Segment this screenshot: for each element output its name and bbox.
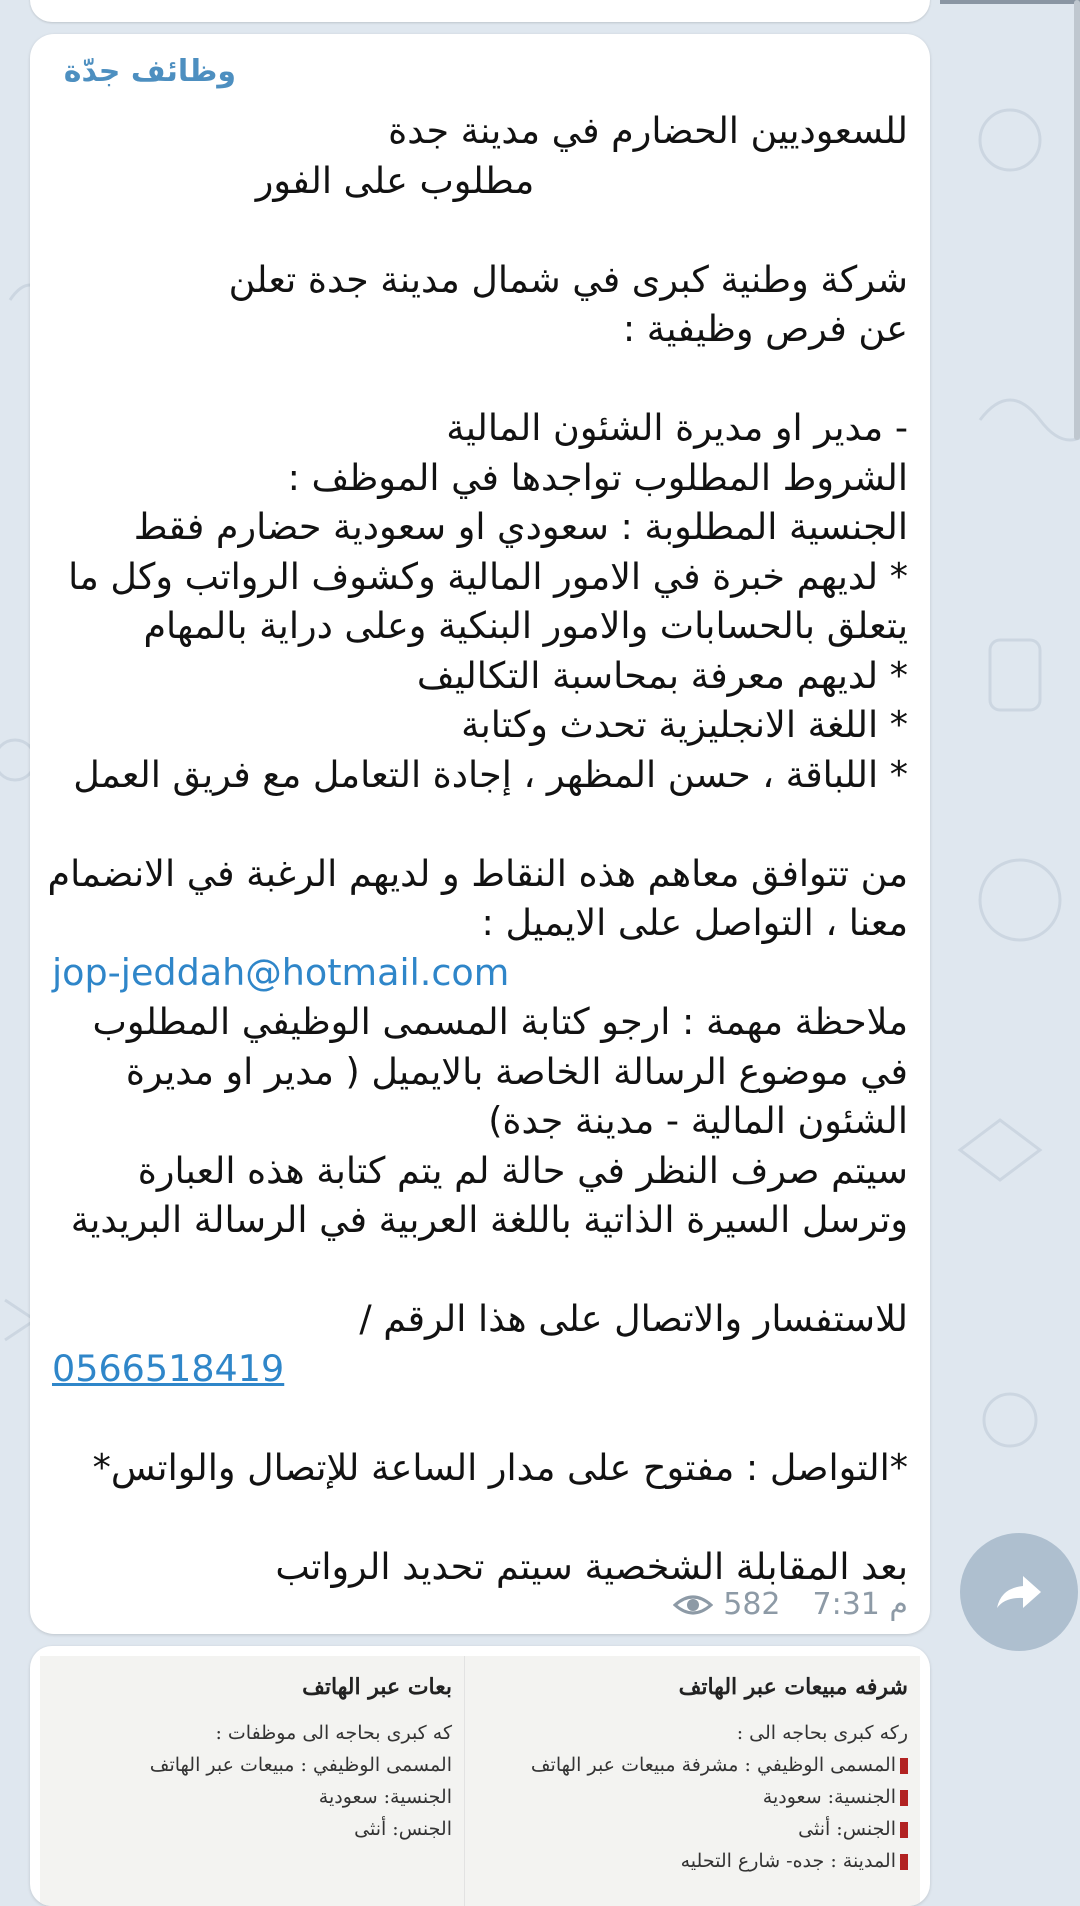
phone-link[interactable]: 0566518419 — [52, 1346, 285, 1390]
message-line: بعد المقابلة الشخصية سيتم تحديد الرواتب — [275, 1544, 908, 1588]
message-meta — [673, 1587, 908, 1622]
ad-line-text: كه كبرى بحاجه الى موظفات : — [215, 1722, 452, 1744]
message-line: ملاحظة مهمة : ارجو كتابة المسمى الوظيفي المطلوب — [92, 1000, 908, 1043]
message-line: - مدير او مديرة الشئون المالية — [446, 406, 908, 449]
bullet-icon — [900, 1854, 908, 1870]
ad-line — [476, 1722, 908, 1744]
message-line: سيتم صرف النظر في حالة لم يتم كتابة هذه العبارة — [137, 1148, 908, 1192]
ad-line-text: ركه كبرى بحاجه الى : — [736, 1722, 908, 1744]
job-ad-image-right[interactable] — [464, 1656, 920, 1906]
ad-line — [476, 1754, 908, 1776]
ad-line — [476, 1818, 908, 1840]
bullet-icon — [900, 1790, 908, 1806]
message-line: معنا ، التواصل على الايميل : — [481, 901, 908, 944]
ad-line-text: الجنسية: سعودية — [762, 1786, 896, 1808]
eye-icon — [673, 1593, 713, 1617]
ad-line-text: الجنس: أنثى — [354, 1818, 452, 1840]
scrollbar[interactable] — [1074, 0, 1080, 440]
message-line — [52, 1245, 908, 1295]
message-line: * اللباقة ، حسن المظهر ، إجادة التعامل مع فريق العمل — [73, 752, 908, 796]
ad-line — [52, 1818, 452, 1840]
ad-line-text: الجنسية: سعودية — [318, 1786, 452, 1808]
email-link[interactable]: jop-jeddah@hotmail.com — [52, 950, 510, 994]
message-line: مطلوب على الفور — [255, 158, 535, 202]
message-line: الشئون المالية - مدينة جدة) — [488, 1099, 908, 1142]
message-line — [52, 1492, 908, 1542]
share-arrow-icon — [995, 1572, 1043, 1612]
bullet-icon — [900, 1758, 908, 1774]
message-line: * لديهم خبرة في الامور المالية وكشوف الرواتب وكل ما — [68, 554, 908, 598]
message-line: *التواصل : مفتوح على مدار الساعة للإتصال والواتس* — [92, 1445, 908, 1489]
channel-name[interactable]: وظائف جدّة — [63, 54, 236, 89]
message-line — [52, 1393, 908, 1443]
message-line — [52, 354, 908, 404]
next-message-bubble[interactable] — [30, 1646, 930, 1906]
message-line: للاستفسار والاتصال على هذا الرقم / — [359, 1297, 908, 1340]
message-line: الشروط المطلوب تواجدها في الموظف : — [287, 455, 908, 499]
ad-line — [52, 1786, 452, 1808]
message-line: وترسل السيرة الذاتية باللغة العربية في الرسالة البريدية — [70, 1198, 908, 1241]
message-line: للسعوديين الحضارم في مدينة جدة — [388, 109, 908, 152]
ad-line-text: المسمى الوظيفي : مبيعات عبر الهاتف — [149, 1754, 452, 1776]
message-line — [52, 799, 908, 849]
ad-line-text: الجنس: أنثى — [798, 1818, 896, 1840]
message-line: شركة وطنية كبرى في شمال مدينة جدة تعلن — [228, 257, 908, 301]
ad-line — [476, 1786, 908, 1808]
message-line — [52, 205, 908, 255]
view-count: 582 — [723, 1587, 781, 1622]
job-ad-image-left[interactable] — [40, 1656, 465, 1906]
bullet-icon — [900, 1822, 908, 1838]
share-button[interactable] — [960, 1533, 1078, 1651]
message-bubble — [30, 34, 930, 1634]
message-line: الجنسية المطلوبة : سعودي او سعودية حضارم فقط — [133, 505, 908, 548]
ad-title: بعات عبر الهاتف — [302, 1674, 452, 1700]
header-edge — [940, 0, 1080, 4]
message-line: يتعلق بالحسابات والامور البنكية وعلى دراية بالمهام — [143, 604, 908, 647]
message-line: في موضوع الرسالة الخاصة بالايميل ( مدير او مديرة — [125, 1049, 908, 1093]
message-line: من تتوافق معاهم هذه النقاط و لديهم الرغبة في الانضمام — [47, 851, 908, 895]
message-line: عن فرص وظيفية : — [622, 307, 908, 350]
ad-line — [476, 1850, 908, 1872]
ad-line — [52, 1722, 452, 1744]
message-time: 7:31 م — [812, 1587, 908, 1622]
ad-title: شرفه مبيعات عبر الهاتف — [678, 1674, 908, 1700]
ad-line — [52, 1754, 452, 1776]
previous-message-bubble — [30, 0, 930, 22]
message-line: * لديهم معرفة بمحاسبة التكاليف — [416, 653, 908, 697]
message-text — [47, 106, 908, 1591]
ad-line-text: المسمى الوظيفي : مشرفة مبيعات عبر الهاتف — [530, 1754, 896, 1776]
ad-line-text: المدينة : جده- شارع التحليه — [680, 1850, 896, 1872]
message-line: * اللغة الانجليزية تحدث وكتابة — [461, 703, 908, 746]
